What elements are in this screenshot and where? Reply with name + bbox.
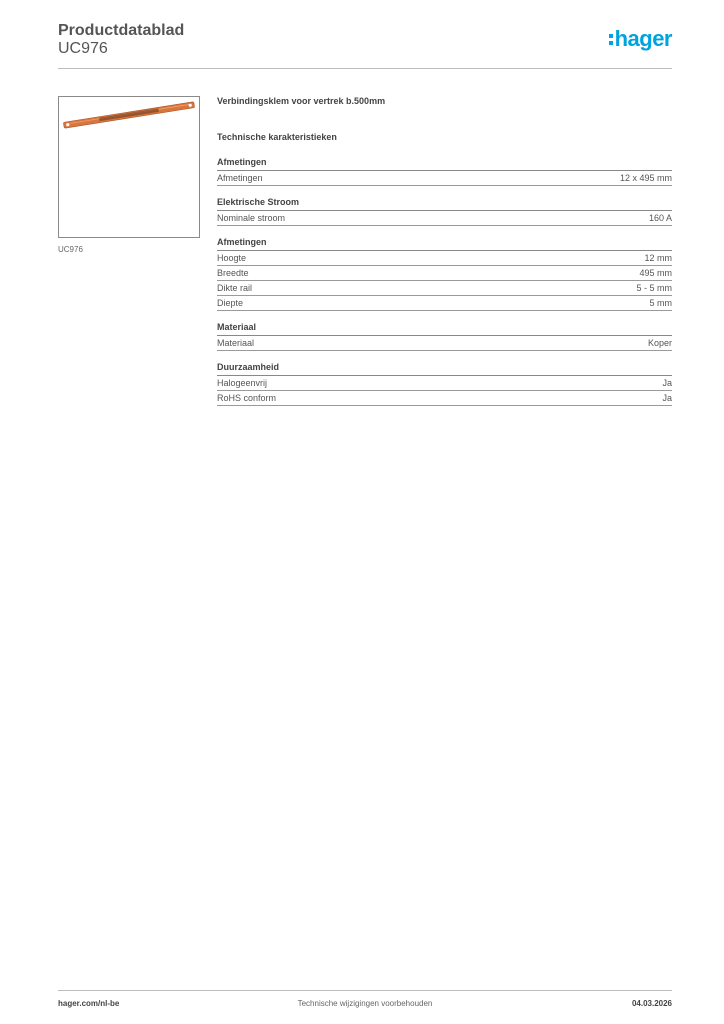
spec-value: 5 mm: [649, 298, 672, 308]
spec-label: Diepte: [217, 298, 244, 308]
spec-row: [217, 211, 672, 226]
document-title: Productdatablad: [58, 22, 185, 39]
spec-value: Koper: [647, 338, 672, 348]
spec-label: Nominale stroom: [217, 213, 286, 223]
spec-row: [217, 266, 672, 281]
spec-label: Materiaal: [217, 338, 255, 348]
spec-row: [217, 281, 672, 296]
spec-row: [217, 376, 672, 391]
tech-heading: Technische karakteristieken: [217, 132, 337, 142]
section-elektrische-stroom: [217, 196, 672, 226]
spec-row: [217, 391, 672, 406]
product-code: UC976: [58, 40, 108, 57]
product-image: [58, 96, 200, 238]
spec-row: [217, 296, 672, 311]
section-title: Materiaal: [217, 321, 672, 336]
hager-logo: [609, 26, 672, 52]
spec-label: Dikte rail: [217, 283, 253, 293]
spec-value: 495 mm: [639, 268, 672, 278]
spec-content: [217, 96, 672, 416]
spec-row: [217, 171, 672, 186]
image-caption: UC976: [58, 245, 83, 254]
spec-label: Hoogte: [217, 253, 247, 263]
spec-row: [217, 251, 672, 266]
spec-value: 160 A: [648, 213, 672, 223]
spec-label: Halogeenvrij: [217, 378, 268, 388]
spec-value: 5 - 5 mm: [636, 283, 672, 293]
section-title: Afmetingen: [217, 236, 672, 251]
copper-busbar-icon: [59, 97, 199, 237]
spec-value: 12 x 495 mm: [619, 173, 672, 183]
spec-label: Afmetingen: [217, 173, 263, 183]
section-title: Afmetingen: [217, 156, 672, 171]
page-header: [58, 22, 672, 69]
spec-label: RoHS conform: [217, 393, 277, 403]
footer-note: Technische wijzigingen voorbehouden: [297, 999, 433, 1008]
section-afmetingen: [217, 156, 672, 186]
footer-website[interactable]: hager.com/nl-be: [58, 999, 120, 1008]
spec-value: Ja: [662, 393, 672, 403]
spec-value: Ja: [662, 378, 672, 388]
footer-date: 04.03.2026: [631, 999, 672, 1008]
spec-value: 12 mm: [644, 253, 672, 263]
logo-text: hager: [614, 26, 672, 51]
section-materiaal: [217, 321, 672, 351]
spec-label: Breedte: [217, 268, 249, 278]
section-duurzaamheid: [217, 361, 672, 406]
section-title: Elektrische Stroom: [217, 196, 672, 211]
product-description: Verbindingsklem voor vertrek b.500mm: [217, 96, 386, 106]
section-title: Duurzaamheid: [217, 361, 672, 376]
spec-row: [217, 336, 672, 351]
page-footer: [58, 990, 672, 1015]
logo-colon-icon: [609, 34, 613, 45]
section-afmetingen-detail: [217, 236, 672, 311]
